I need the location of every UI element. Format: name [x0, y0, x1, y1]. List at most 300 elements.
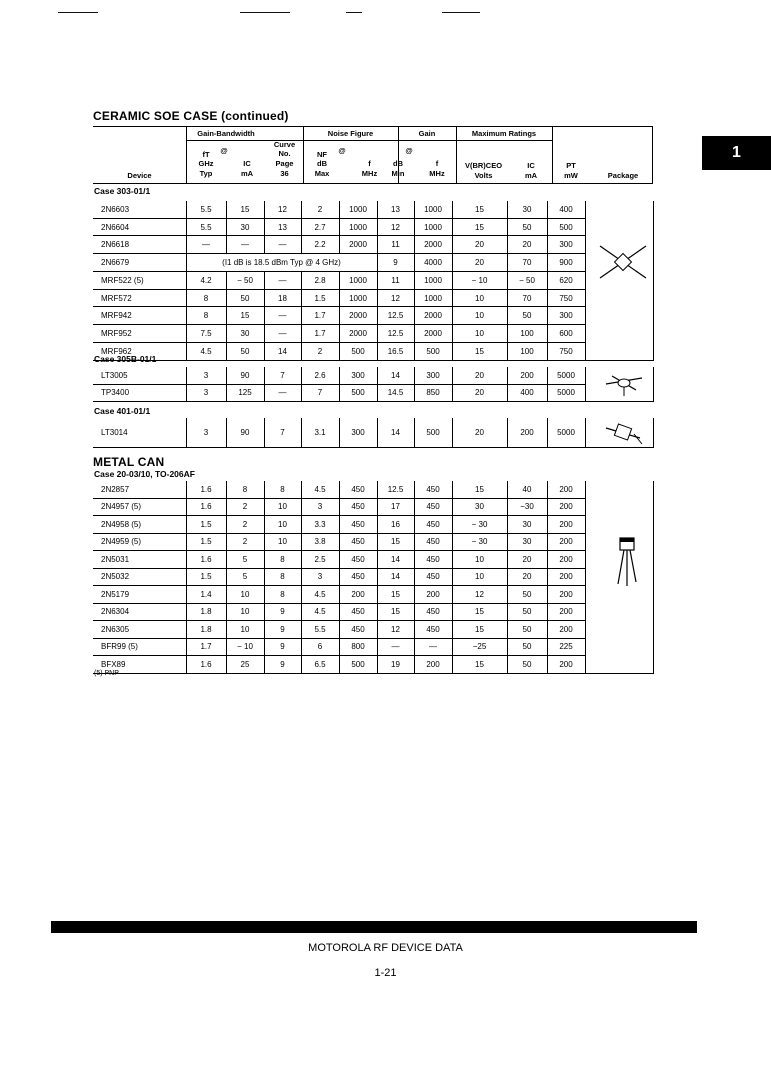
header-at: @: [220, 146, 228, 155]
table-cell: 500: [414, 418, 452, 448]
table-row: [93, 384, 653, 402]
table-cell: − 50: [507, 272, 547, 290]
device-cell: 2N4957 (5): [93, 498, 186, 516]
header-gain: Gain: [418, 129, 436, 138]
table-cell: 14: [377, 418, 414, 448]
case-label: Case 305B-01/1: [94, 354, 157, 364]
header-gain-min: Min: [391, 169, 405, 178]
table-cell: 1000: [414, 272, 452, 290]
header-rule: [442, 12, 480, 13]
table-cell: 6: [301, 638, 339, 656]
table-cell: 1.4: [186, 586, 226, 604]
table-cell: 8: [264, 551, 301, 569]
table-cell: 20: [507, 236, 547, 254]
table-cell: 6.5: [301, 656, 339, 674]
header-gain-db: dB: [393, 159, 403, 168]
header-f1-unit: MHz: [361, 169, 378, 178]
table-cell: 2000: [414, 325, 452, 343]
table-cell: 25: [226, 656, 264, 674]
table-cell: 200: [547, 586, 585, 604]
table-row: [93, 201, 653, 218]
table-cell: 3: [186, 418, 226, 448]
table-cell: 3.1: [301, 418, 339, 448]
table-cell: 300: [339, 367, 377, 384]
table-cell: —: [264, 236, 301, 254]
metal-can-title: METAL CAN: [93, 455, 165, 469]
table-row: [93, 586, 653, 604]
table-cell: 12: [377, 289, 414, 307]
table-cell: 2.8: [301, 272, 339, 290]
table-cell: 200: [507, 367, 547, 384]
device-cell: 2N6304: [93, 603, 186, 621]
table-cell: 3: [186, 367, 226, 384]
table-cell: 3.8: [301, 533, 339, 551]
table-cell: 10: [264, 516, 301, 534]
table-cell: 450: [339, 498, 377, 516]
header-device: Device: [127, 171, 152, 180]
table-cell: 20: [507, 551, 547, 569]
footnote: (5) PNP: [94, 670, 119, 677]
table-cell: 5000: [547, 418, 585, 448]
table-cell: 200: [547, 551, 585, 569]
table-cell: − 30: [452, 516, 507, 534]
table-cell: 200: [414, 656, 452, 674]
footer-page-number: 1-21: [374, 967, 397, 979]
table-cell: 10: [452, 307, 507, 325]
device-cell: 2N6305: [93, 621, 186, 639]
table-cell: 10: [264, 533, 301, 551]
table-cell: 5000: [547, 384, 585, 402]
device-cell: LT3014: [93, 418, 186, 448]
header-nf-max: Max: [314, 169, 330, 178]
table-cell: 2.2: [301, 236, 339, 254]
table-cell: 30: [507, 201, 547, 218]
table-cell: 14: [377, 367, 414, 384]
table-cell: 1.7: [301, 307, 339, 325]
table-cell: 450: [414, 551, 452, 569]
table-cell: 1.6: [186, 481, 226, 498]
table-cell: 8: [264, 481, 301, 498]
package-303-icon: [596, 240, 650, 284]
table-cell: 200: [547, 533, 585, 551]
table-cell: 15: [377, 603, 414, 621]
table-cell: 2000: [414, 236, 452, 254]
device-cell: 2N5179: [93, 586, 186, 604]
table-cell: 3: [301, 568, 339, 586]
table-cell: 850: [414, 384, 452, 402]
table-cell: 200: [547, 481, 585, 498]
device-cell: MRF942: [93, 307, 186, 325]
table-cell: −30: [507, 498, 547, 516]
table-cell: 3: [301, 498, 339, 516]
table-cell: 200: [339, 586, 377, 604]
header-f2: f: [435, 159, 439, 168]
table-row: [93, 533, 653, 551]
table-cell: —: [226, 236, 264, 254]
header-ic-unit: mA: [240, 169, 254, 178]
table-cell: 200: [414, 586, 452, 604]
table-cell: 40: [507, 481, 547, 498]
table-cell: − 50: [226, 272, 264, 290]
table-cell: 200: [507, 418, 547, 448]
table-cell: 10: [452, 551, 507, 569]
table-cell: 19: [377, 656, 414, 674]
table-cell: 11: [377, 236, 414, 254]
table-cell: 8: [264, 568, 301, 586]
table-body: [93, 481, 653, 673]
header-at: @: [405, 146, 413, 155]
table-cell: 7: [301, 384, 339, 402]
table-cell: 15: [452, 201, 507, 218]
table-row: [93, 516, 653, 534]
device-cell: 2N4959 (5): [93, 533, 186, 551]
table-cell: 2.6: [301, 367, 339, 384]
table-cell: 200: [547, 568, 585, 586]
table-cell: 1.7: [186, 638, 226, 656]
table-cell: 12.5: [377, 307, 414, 325]
table-cell: 1.5: [186, 533, 226, 551]
table-cell: 2: [301, 342, 339, 360]
table-cell: 70: [507, 289, 547, 307]
footer-title: MOTOROLA RF DEVICE DATA: [308, 942, 463, 954]
table-cell: 1.5: [301, 289, 339, 307]
table-cell: 50: [226, 289, 264, 307]
table-cell: 5: [226, 568, 264, 586]
case-label: Case 303-01/1: [94, 186, 151, 196]
table-cell: 14: [264, 342, 301, 360]
table-cell: 1000: [339, 201, 377, 218]
table-cell: 750: [547, 342, 585, 360]
table-row: [93, 498, 653, 516]
table-cell: 3.3: [301, 516, 339, 534]
table-cell: 12.5: [377, 325, 414, 343]
table-cell: 500: [339, 384, 377, 402]
table-case-305b: [93, 367, 654, 402]
table-cell: 12: [377, 218, 414, 236]
device-cell: LT3005: [93, 367, 186, 384]
table-cell: 50: [507, 218, 547, 236]
table-cell: 14.5: [377, 384, 414, 402]
device-cell: 2N2857: [93, 481, 186, 498]
table-body: [93, 201, 653, 360]
table-cell: 10: [452, 325, 507, 343]
table-cell: 2000: [339, 307, 377, 325]
table-cell: 20: [452, 236, 507, 254]
table-row: [93, 272, 653, 290]
table-cell: 10: [264, 498, 301, 516]
table-cell: 90: [226, 367, 264, 384]
header-curve: Curve: [273, 140, 296, 149]
table-cell: 450: [339, 551, 377, 569]
table-cell: 500: [339, 342, 377, 360]
table-cell: 1.7: [301, 325, 339, 343]
header-max-ratings: Maximum Ratings: [471, 129, 537, 138]
table-cell: 2: [226, 498, 264, 516]
table-cell: 200: [547, 498, 585, 516]
package-305b-icon: [602, 372, 646, 398]
table-cell: 450: [414, 498, 452, 516]
table-cell: 1.6: [186, 656, 226, 674]
case-label: Case 20-03/10, TO-206AF: [94, 469, 195, 479]
table-cell: 1.8: [186, 603, 226, 621]
table-cell: 20: [452, 367, 507, 384]
package-401-icon: [600, 420, 646, 448]
chapter-tab: 1: [702, 136, 771, 170]
table-cell: 4.5: [186, 342, 226, 360]
header-ft-typ: Typ: [199, 169, 213, 178]
table-cell: 450: [339, 568, 377, 586]
device-cell: MRF522 (5): [93, 272, 186, 290]
table-cell: 4000: [414, 254, 452, 272]
footer-bar: [51, 921, 697, 933]
table-row: [93, 307, 653, 325]
table-cell: 15: [452, 218, 507, 236]
table-cell: 16: [377, 516, 414, 534]
table-cell: 4.5: [301, 586, 339, 604]
table-cell-note: (I1 dB is 18.5 dBm Typ @ 4 GHz): [186, 254, 377, 272]
table-header: [93, 126, 653, 184]
device-cell: 2N4958 (5): [93, 516, 186, 534]
header-ic2: IC: [527, 161, 535, 170]
table-cell: 50: [507, 638, 547, 656]
table-body: [93, 418, 653, 448]
table-cell: 30: [226, 325, 264, 343]
table-cell: 1000: [339, 218, 377, 236]
table-cell: 1.6: [186, 498, 226, 516]
table-cell: 225: [547, 638, 585, 656]
table-cell: 15: [452, 342, 507, 360]
table-cell: 400: [547, 201, 585, 218]
table-cell: 8: [186, 289, 226, 307]
table-cell: 15: [452, 656, 507, 674]
table-cell: 2.5: [301, 551, 339, 569]
table-cell: 18: [264, 289, 301, 307]
device-cell: BFX89: [93, 656, 186, 674]
table-cell: 50: [507, 307, 547, 325]
table-cell: 450: [414, 603, 452, 621]
table-cell: —: [264, 384, 301, 402]
table-cell: 620: [547, 272, 585, 290]
table-row: [93, 418, 653, 448]
table-cell: —: [414, 638, 452, 656]
table-cell: 1000: [339, 272, 377, 290]
table-cell: 7: [264, 367, 301, 384]
table-cell: 30: [452, 498, 507, 516]
table-row: [93, 218, 653, 236]
device-cell: 2N6618: [93, 236, 186, 254]
table-cell: 10: [226, 586, 264, 604]
header-noise-figure: Noise Figure: [327, 129, 374, 138]
table-cell: 5: [226, 551, 264, 569]
table-cell: 500: [339, 656, 377, 674]
table-cell: 50: [507, 656, 547, 674]
table-cell: 1.6: [186, 551, 226, 569]
table-cell: 450: [414, 481, 452, 498]
table-cell: 4.5: [301, 603, 339, 621]
table-cell: 2: [226, 516, 264, 534]
table-cell: 2.7: [301, 218, 339, 236]
table-cell: 8: [186, 307, 226, 325]
header-curve-page: Page: [275, 159, 294, 168]
table-cell: 15: [377, 533, 414, 551]
table-cell: 450: [339, 533, 377, 551]
table-cell: 1.5: [186, 516, 226, 534]
table-cell: 800: [339, 638, 377, 656]
table-cell: 4.2: [186, 272, 226, 290]
table-cell: 450: [339, 621, 377, 639]
table-cell: 750: [547, 289, 585, 307]
table-cell: 2: [226, 533, 264, 551]
table-cell: 15: [452, 621, 507, 639]
header-f1: f: [368, 159, 371, 168]
table-cell: 2: [301, 201, 339, 218]
header-pt-unit: mW: [564, 171, 578, 180]
table-cell: 5000: [547, 367, 585, 384]
table-cell: 15: [226, 201, 264, 218]
table-cell: 50: [507, 621, 547, 639]
table-cell: 9: [264, 621, 301, 639]
header-ic2-unit: mA: [524, 171, 538, 180]
device-cell: 2N5032: [93, 568, 186, 586]
table-row: [93, 568, 653, 586]
table-cell: 70: [507, 254, 547, 272]
table-cell: 11: [377, 272, 414, 290]
table-cell: − 10: [226, 638, 264, 656]
table-cell: 300: [414, 367, 452, 384]
table-cell: 12: [377, 621, 414, 639]
table-row: [93, 325, 653, 343]
table-case-303: [93, 201, 654, 361]
table-cell: 3: [186, 384, 226, 402]
table-case-401: [93, 418, 654, 448]
table-cell: 13: [264, 218, 301, 236]
header-gain-bandwidth: Gain-Bandwidth: [197, 129, 255, 138]
table-cell: 14: [377, 551, 414, 569]
header-rule: [58, 12, 98, 13]
table-cell: 10: [452, 289, 507, 307]
table-cell: 30: [507, 516, 547, 534]
table-cell: —: [264, 307, 301, 325]
table-cell: 100: [507, 325, 547, 343]
table-cell: 14: [377, 568, 414, 586]
table-cell: 1000: [414, 218, 452, 236]
table-cell: 30: [507, 533, 547, 551]
header-nf-unit: dB: [317, 159, 327, 168]
table-cell: 17: [377, 498, 414, 516]
table-cell: 10: [226, 603, 264, 621]
table-cell: —: [264, 325, 301, 343]
device-cell: MRF962: [93, 342, 186, 360]
table-row: [93, 551, 653, 569]
table-cell: 5.5: [186, 218, 226, 236]
table-cell: 10: [226, 621, 264, 639]
table-cell: 500: [547, 218, 585, 236]
table-row: [93, 367, 653, 384]
table-row: [93, 342, 653, 360]
table-cell: 450: [339, 603, 377, 621]
header-vceo-unit: Volts: [474, 171, 493, 180]
table-cell: 5.5: [186, 201, 226, 218]
table-row: [93, 289, 653, 307]
table-cell: 13: [377, 201, 414, 218]
table-cell: 450: [414, 568, 452, 586]
table-cell: 600: [547, 325, 585, 343]
table-cell: 450: [414, 533, 452, 551]
package-to206af-icon: [612, 536, 642, 590]
table-cell: 100: [507, 342, 547, 360]
table-cell: 300: [547, 307, 585, 325]
table-cell: 30: [226, 218, 264, 236]
header-ft: fT: [202, 150, 210, 159]
table-cell: 125: [226, 384, 264, 402]
table-cell: 8: [226, 481, 264, 498]
table-cell: 50: [507, 586, 547, 604]
header-package: Package: [607, 171, 639, 180]
table-cell: 7.5: [186, 325, 226, 343]
table-row: [93, 638, 653, 656]
table-row: [93, 481, 653, 498]
header-at: @: [338, 146, 346, 155]
table-cell: 500: [414, 342, 452, 360]
table-cell: 7: [264, 418, 301, 448]
table-cell: 1000: [414, 289, 452, 307]
header-curve-no: No.: [278, 149, 291, 158]
device-cell: MRF952: [93, 325, 186, 343]
table-cell: 15: [226, 307, 264, 325]
header-vceo: V(BR)CEO: [464, 161, 503, 170]
header-rule: [240, 12, 290, 13]
table-cell: −25: [452, 638, 507, 656]
table-cell: 450: [414, 516, 452, 534]
device-cell: 2N6604: [93, 218, 186, 236]
device-cell: TP3400: [93, 384, 186, 402]
table-cell: 1000: [414, 201, 452, 218]
header-rule: [346, 12, 362, 13]
table-cell: 2000: [339, 325, 377, 343]
table-cell: 90: [226, 418, 264, 448]
table-cell: 450: [339, 481, 377, 498]
table-cell: 1.8: [186, 621, 226, 639]
table-cell: 450: [339, 516, 377, 534]
table-cell: 9: [377, 254, 414, 272]
header-ic: IC: [243, 159, 251, 168]
table-cell: 5.5: [301, 621, 339, 639]
device-cell: 2N5031: [93, 551, 186, 569]
table-cell: 15: [452, 481, 507, 498]
table-cell: 20: [452, 384, 507, 402]
table-cell: 9: [264, 656, 301, 674]
table-cell: 8: [264, 586, 301, 604]
section-title: CERAMIC SOE CASE (continued): [93, 109, 289, 123]
table-cell: 200: [547, 603, 585, 621]
device-cell: 2N6679: [93, 254, 186, 272]
table-row: [93, 254, 653, 272]
device-cell: BFR99 (5): [93, 638, 186, 656]
header-pt: PT: [566, 161, 576, 170]
table-cell: 4.5: [301, 481, 339, 498]
table-row: [93, 236, 653, 254]
table-cell: 12: [452, 586, 507, 604]
table-cell: 1000: [339, 289, 377, 307]
table-body: [93, 367, 653, 402]
table-row: [93, 656, 653, 674]
table-row: [93, 621, 653, 639]
table-cell: 15: [452, 603, 507, 621]
table-case-20: [93, 481, 654, 674]
table-cell: —: [186, 236, 226, 254]
table-cell: 300: [547, 236, 585, 254]
table-cell: 10: [452, 568, 507, 586]
